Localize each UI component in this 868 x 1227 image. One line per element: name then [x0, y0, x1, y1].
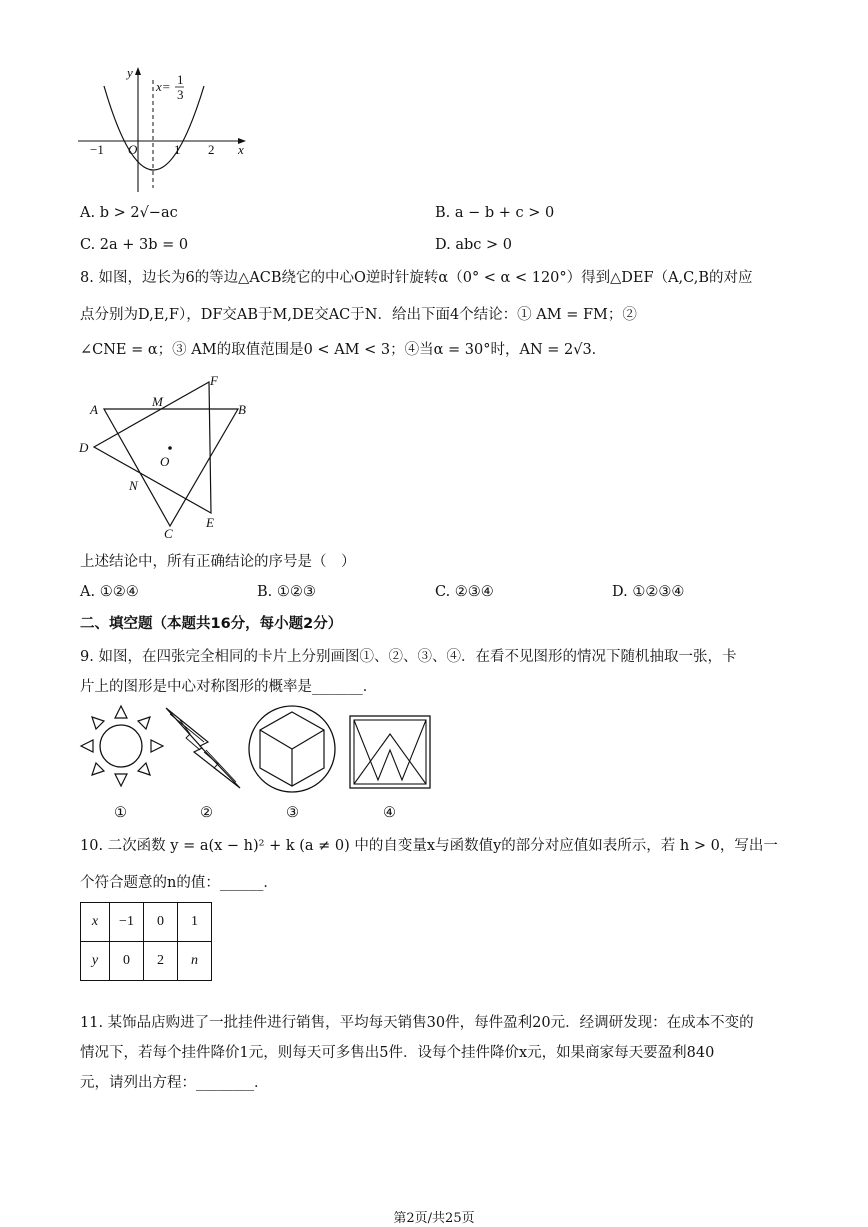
- table-cell: x: [81, 903, 110, 942]
- table-row: [81, 903, 212, 942]
- label-F: F: [210, 373, 218, 388]
- label-D: D: [79, 440, 89, 455]
- q9-line1: 9. 如图，在四张完全相同的卡片上分别画图①、②、③、④．在看不见图形的情况下随机抽取一张，卡: [80, 649, 737, 665]
- y-axis-label: y: [127, 65, 133, 80]
- q8-line1: 8. 如图，边长为6的等边△ACB绕它的中心O逆时针旋转α（0° < α < 120°）得到△DEF（A,C,B的对应: [80, 270, 753, 286]
- q8-line3: ∠CNE = α；③ AM的取值范围是0 < AM < 3；④当α = 30°时，AN = 2√3．: [80, 342, 607, 358]
- q8-option-c: C. ②③④: [435, 584, 494, 600]
- q7-option-b: B. a − b + c > 0: [435, 205, 555, 221]
- section-heading: 二、填空题（本题共16分，每小题2分）: [80, 616, 343, 632]
- q8-option-b: B. ①②③: [257, 584, 316, 600]
- q10-line2: 个符合题意的n的值：______．: [80, 875, 278, 891]
- label-M: M: [152, 394, 163, 409]
- card-label-3: ③: [286, 805, 299, 821]
- table-cell: n: [178, 942, 212, 981]
- label-N: N: [129, 478, 138, 493]
- table-cell: 2: [144, 942, 178, 981]
- card-3-cube-in-circle-figure: [246, 704, 338, 794]
- card-label-2: ②: [200, 805, 213, 821]
- label-O: O: [160, 454, 170, 469]
- q8-prompt: 上述结论中，所有正确结论的序号是（ ）: [80, 554, 356, 570]
- table-cell: 0: [110, 942, 144, 981]
- table-cell: 1: [178, 903, 212, 942]
- card-label-4: ④: [383, 805, 396, 821]
- tick-2: 2: [208, 142, 215, 157]
- q10-line1: 10. 二次函数 y = a(x − h)² + k (a ≠ 0) 中的自变量x与函数值y的部分对应值如表所示，若 h > 0，写出一: [80, 838, 778, 854]
- card-label-1: ①: [114, 805, 127, 821]
- q8-line2: 点分别为D,E,F），DF交AB于M,DE交AC于N．给出下面4个结论：① AM = FM；②: [80, 307, 637, 323]
- q7-option-a: A. b > 2√−ac: [80, 205, 178, 221]
- fraction-numerator: 1: [177, 72, 184, 87]
- card-2-lightning-figure: [160, 704, 248, 792]
- q8-option-a: A. ①②④: [80, 584, 139, 600]
- q8-option-d: D. ①②③④: [612, 584, 685, 600]
- parabola-graph: [76, 64, 256, 196]
- label-E: E: [206, 515, 214, 530]
- rotated-triangles-figure: [76, 370, 256, 540]
- tick-1: 1: [174, 142, 181, 157]
- label-C: C: [164, 526, 173, 541]
- q11-line1: 11. 某饰品店购进了一批挂件进行销售，平均每天销售30件，每件盈利20元．经调研发现：在成本不变的: [80, 1015, 754, 1031]
- q7-option-d: D. abc > 0: [435, 237, 512, 253]
- axis-of-symmetry-label: x=: [156, 79, 171, 94]
- q7-option-c: C. 2a + 3b = 0: [80, 237, 189, 253]
- label-B: B: [238, 402, 246, 417]
- x-axis-label: x: [238, 142, 244, 157]
- fraction-denominator: 3: [177, 87, 184, 102]
- table-cell: −1: [110, 903, 144, 942]
- table-cell: y: [81, 942, 110, 981]
- card-4-square-figure: [348, 714, 432, 790]
- origin-label: O: [128, 142, 138, 157]
- q9-line2: 片上的图形是中心对称图形的概率是_______．: [80, 679, 378, 695]
- q11-line3: 元，请列出方程：________．: [80, 1075, 269, 1091]
- page-footer: 第2页/共25页: [393, 1211, 475, 1226]
- card-1-sun-figure: [78, 704, 166, 790]
- label-A: A: [90, 402, 98, 417]
- q11-line2: 情况下，若每个挂件降价1元，则每天可多售出5件．设每个挂件降价x元，如果商家每天要盈利840: [80, 1045, 715, 1061]
- value-table: [80, 902, 212, 981]
- table-cell: 0: [144, 903, 178, 942]
- tick-neg1: −1: [90, 142, 104, 157]
- table-row: [81, 942, 212, 981]
